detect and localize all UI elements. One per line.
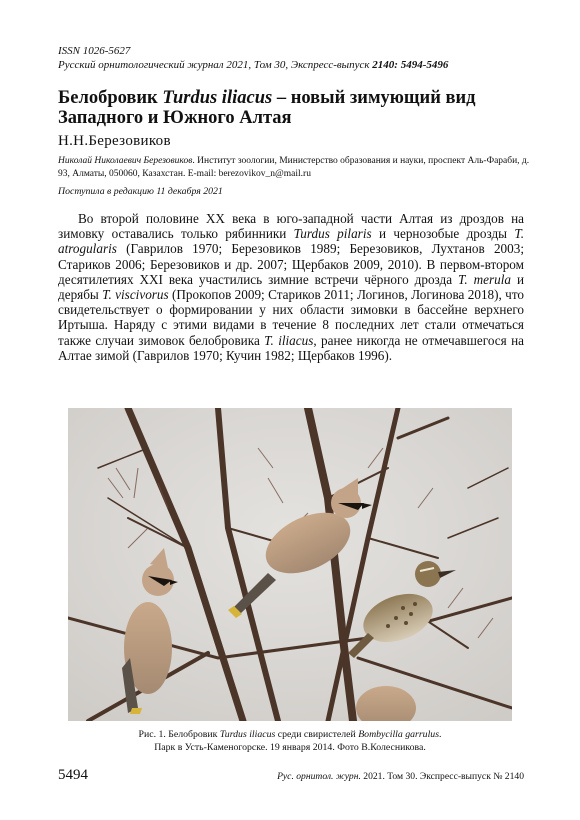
species-t-viscivorus: T. viscivorus	[102, 287, 169, 303]
body-text-3: (Гаврилов 1970; Березовиков 1989; Березовиков, Лухтанов 2003; Стариков 2006; Березовиков и др. 2007; Щербаков 2009, 2010). В первом-втором десятилетиях XXI века участились зимние встречи чёрного дрозда	[58, 241, 524, 287]
journal-header	[58, 44, 528, 72]
waxwings-and-redwing-photo	[68, 408, 512, 721]
caption-species-2: Bombycilla garrulus	[358, 729, 440, 740]
title-part-2: – новый зимующий вид Западного и Южного Алтая	[58, 88, 476, 128]
figure-caption	[68, 728, 512, 754]
page-range: : 5494-5496	[394, 59, 449, 71]
issue-number: 2140	[372, 59, 395, 71]
author-name: Н.Н.Березовиков	[58, 133, 171, 149]
author-affiliation	[58, 155, 533, 181]
footer-journal-name: Рус. орнитол. журн.	[277, 771, 361, 782]
body-text-2: и чернозобые дрозды	[371, 226, 515, 242]
species-turdus-pilaris: Turdus pilaris	[293, 226, 372, 242]
body-text-1: Во второй половине XX века в юго-западной части Алтая из дроздов на зимовку оставались только рябинники	[58, 211, 524, 242]
title-part-1: Белобровик	[58, 88, 163, 108]
caption-line-1	[68, 728, 512, 741]
title-latin-name: Turdus iliacus	[162, 88, 273, 108]
footer-issue: 2021. Том 30. Экспресс-выпуск № 2140	[360, 771, 524, 782]
body-text-6: , ранее никогда не отмечавшегося на Алтае зимой (Гаврилов 1970; Кучин 1982; Щербаков 1996).	[58, 332, 524, 363]
issn: ISSN 1026-5627	[58, 45, 131, 57]
caption-text-3: .	[439, 729, 442, 740]
affiliation-name: Николай Николаевич Березовиков	[58, 156, 193, 166]
species-t-atrogularis: T. atrogularis	[58, 226, 525, 257]
species-t-iliacus: T. iliacus	[264, 332, 314, 348]
running-footer	[277, 771, 524, 782]
body-text-5: (Прокопов 2009; Стариков 2011; Логинов, Логинова 2018), что свидетельствует о формировании у них области зимовки в бассейне верхнего Иртыша. Наряду с этими видами в течение 8 последних лет стали отмечаться также случаи зимовок белобровика	[58, 287, 524, 348]
journal-line	[58, 58, 528, 72]
caption-species-1: Turdus iliacus	[219, 729, 276, 740]
species-t-merula: T. merula	[458, 271, 511, 287]
body-paragraph	[58, 211, 524, 363]
article-title	[58, 88, 528, 128]
body-text-4: и дерябы	[58, 271, 525, 303]
journal-name: Русский орнитологический журнал 2021, Том 30, Экспресс-выпуск	[58, 59, 373, 71]
caption-line-2: Парк в Усть-Каменогорске. 19 января 2014. Фото В.Колесникова.	[154, 742, 426, 753]
caption-text-1: Рис. 1. Белобровик	[138, 729, 220, 740]
caption-text-2: среди свиристелей	[275, 729, 359, 740]
photo-illustration	[68, 408, 512, 721]
page-number: 5494	[58, 767, 88, 783]
affiliation-text: . Институт зоологии, Министерство образования и науки, проспект Аль-Фараби, д. 93, Алматы, 050060, Казахстан. E-mail: berezovikov_n@mail.ru	[58, 156, 530, 179]
received-date: Поступила в редакцию 11 декабря 2021	[58, 186, 223, 197]
